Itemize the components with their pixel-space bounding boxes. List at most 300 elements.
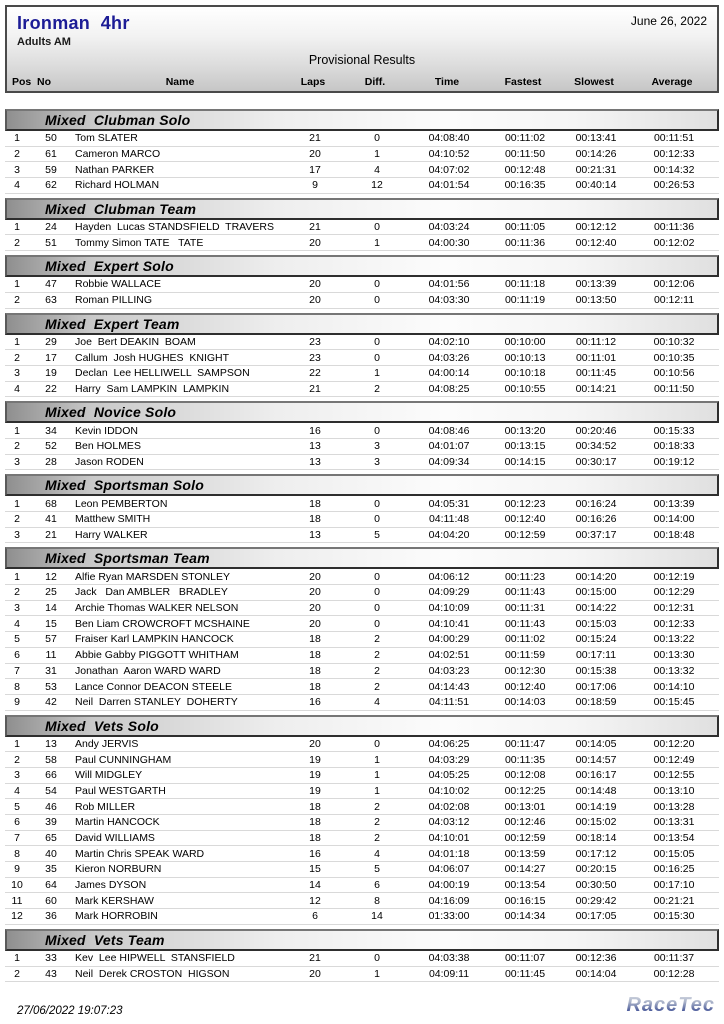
cell-laps: 6 xyxy=(312,910,318,923)
cell-average: 00:14:00 xyxy=(653,513,695,526)
cell-laps: 16 xyxy=(309,696,321,709)
column-header-laps: Laps xyxy=(300,76,326,88)
result-row xyxy=(5,752,719,768)
cell-average: 00:12:49 xyxy=(653,753,695,766)
cell-fastest: 00:10:00 xyxy=(504,335,546,348)
result-row xyxy=(5,382,719,398)
cell-pos: 8 xyxy=(14,680,20,693)
result-row xyxy=(5,293,719,309)
result-row xyxy=(5,831,719,847)
cell-laps: 16 xyxy=(309,847,321,860)
cell-name: Alfie Ryan MARSDEN STONLEY xyxy=(75,570,231,583)
cell-pos: 1 xyxy=(14,335,20,348)
cell-pos: 6 xyxy=(14,816,20,829)
cell-laps: 18 xyxy=(309,664,321,677)
section-rows xyxy=(5,277,719,308)
cell-name: Kevin IDDON xyxy=(75,424,139,437)
cell-time: 04:08:40 xyxy=(428,132,470,145)
cell-no: 14 xyxy=(45,602,57,615)
cell-slowest: 00:16:26 xyxy=(575,513,617,526)
cell-no: 50 xyxy=(45,132,57,145)
cell-diff: 2 xyxy=(374,816,380,829)
cell-no: 40 xyxy=(45,847,57,860)
cell-pos: 9 xyxy=(14,696,20,709)
results-section xyxy=(5,547,719,710)
section-header-bar xyxy=(5,474,719,496)
result-row xyxy=(5,569,719,585)
cell-name: Paul WESTGARTH xyxy=(75,784,166,797)
cell-name: Ben HOLMES xyxy=(75,440,141,453)
cell-average: 00:12:11 xyxy=(653,294,695,307)
cell-laps: 20 xyxy=(309,148,321,161)
cell-no: 28 xyxy=(45,455,57,468)
cell-diff: 3 xyxy=(374,440,380,453)
cell-name: Declan Lee HELLIWELL SAMPSON xyxy=(75,367,250,380)
cell-diff: 0 xyxy=(374,294,380,307)
cell-laps: 23 xyxy=(309,351,321,364)
cell-fastest: 00:11:23 xyxy=(504,570,546,583)
cell-fastest: 00:14:27 xyxy=(504,863,546,876)
cell-no: 66 xyxy=(45,769,57,782)
cell-pos: 1 xyxy=(14,570,20,583)
cell-average: 00:12:33 xyxy=(653,617,695,630)
cell-pos: 2 xyxy=(14,294,20,307)
cell-pos: 12 xyxy=(11,910,23,923)
cell-average: 00:12:33 xyxy=(653,148,695,161)
cell-pos: 9 xyxy=(14,863,20,876)
section-header-bar xyxy=(5,715,719,737)
result-row xyxy=(5,335,719,351)
cell-pos: 1 xyxy=(14,952,20,965)
cell-name: Leon PEMBERTON xyxy=(75,497,168,510)
cell-slowest: 00:30:50 xyxy=(575,879,617,892)
cell-fastest: 00:11:02 xyxy=(504,633,546,646)
cell-slowest: 00:18:59 xyxy=(575,696,617,709)
cell-fastest: 00:11:43 xyxy=(504,586,546,599)
cell-name: David WILLIAMS xyxy=(75,832,155,845)
cell-slowest: 00:17:12 xyxy=(575,847,617,860)
cell-pos: 2 xyxy=(14,586,20,599)
cell-no: 43 xyxy=(45,967,57,980)
section-title: Mixed Vets Solo xyxy=(45,717,159,734)
cell-fastest: 00:16:35 xyxy=(504,179,546,192)
results-sections xyxy=(5,109,719,982)
cell-pos: 1 xyxy=(14,278,20,291)
cell-name: Nathan PARKER xyxy=(75,163,155,176)
cell-pos: 8 xyxy=(14,847,20,860)
cell-no: 35 xyxy=(45,863,57,876)
cell-fastest: 00:11:43 xyxy=(504,617,546,630)
column-header-slowest: Slowest xyxy=(574,76,614,88)
cell-name: Lance Connor DEACON STEELE xyxy=(75,680,232,693)
cell-average: 00:15:05 xyxy=(653,847,695,860)
cell-average: 00:14:10 xyxy=(653,680,695,693)
cell-average: 00:21:21 xyxy=(653,894,695,907)
result-row xyxy=(5,131,719,147)
cell-slowest: 00:14:26 xyxy=(575,148,617,161)
cell-diff: 0 xyxy=(374,737,380,750)
cell-time: 04:06:12 xyxy=(428,570,470,583)
cell-no: 51 xyxy=(45,236,57,249)
cell-slowest: 00:11:01 xyxy=(575,351,617,364)
result-row xyxy=(5,784,719,800)
event-title: Ironman 4hr xyxy=(17,13,130,33)
result-row xyxy=(5,601,719,617)
cell-no: 17 xyxy=(45,351,57,364)
section-rows xyxy=(5,335,719,398)
result-row xyxy=(5,893,719,909)
cell-no: 31 xyxy=(45,664,57,677)
cell-no: 36 xyxy=(45,910,57,923)
cell-laps: 19 xyxy=(309,769,321,782)
cell-average: 00:10:56 xyxy=(653,367,695,380)
cell-fastest: 00:12:59 xyxy=(504,832,546,845)
cell-name: Kieron NORBURN xyxy=(75,863,162,876)
cell-diff: 2 xyxy=(374,633,380,646)
cell-no: 22 xyxy=(45,382,57,395)
cell-name: James DYSON xyxy=(75,879,147,892)
section-rows xyxy=(5,496,719,543)
cell-time: 04:01:56 xyxy=(428,278,470,291)
cell-average: 00:12:02 xyxy=(653,236,695,249)
cell-name: Joe Bert DEAKIN BOAM xyxy=(75,335,196,348)
cell-laps: 20 xyxy=(309,278,321,291)
column-header-average: Average xyxy=(651,76,693,88)
result-row xyxy=(5,350,719,366)
cell-slowest: 00:17:06 xyxy=(575,680,617,693)
report-header xyxy=(5,5,719,93)
cell-laps: 15 xyxy=(309,863,321,876)
cell-laps: 9 xyxy=(312,179,318,192)
cell-slowest: 00:14:57 xyxy=(575,753,617,766)
cell-time: 04:11:48 xyxy=(428,513,470,526)
cell-fastest: 00:13:20 xyxy=(504,424,546,437)
cell-no: 53 xyxy=(45,680,57,693)
cell-pos: 3 xyxy=(14,529,20,542)
cell-laps: 18 xyxy=(309,513,321,526)
cell-diff: 2 xyxy=(374,649,380,662)
cell-name: Mark KERSHAW xyxy=(75,894,154,907)
section-header-bar xyxy=(5,109,719,131)
cell-average: 00:13:31 xyxy=(653,816,695,829)
cell-slowest: 00:40:14 xyxy=(575,179,617,192)
result-row xyxy=(5,235,719,251)
result-row xyxy=(5,616,719,632)
cell-laps: 13 xyxy=(309,529,321,542)
cell-diff: 4 xyxy=(374,847,380,860)
cell-slowest: 00:17:11 xyxy=(575,649,617,662)
section-rows xyxy=(5,951,719,982)
cell-average: 00:19:12 xyxy=(653,455,695,468)
cell-time: 04:01:18 xyxy=(428,847,470,860)
results-section xyxy=(5,474,719,543)
result-row xyxy=(5,496,719,512)
cell-laps: 21 xyxy=(309,132,321,145)
section-header-bar xyxy=(5,255,719,277)
cell-no: 52 xyxy=(45,440,57,453)
cell-average: 00:13:39 xyxy=(653,497,695,510)
cell-fastest: 00:12:30 xyxy=(504,664,546,677)
provisional-results-label: Provisional Results xyxy=(308,53,416,67)
cell-no: 29 xyxy=(45,335,57,348)
cell-no: 57 xyxy=(45,633,57,646)
cell-laps: 19 xyxy=(309,784,321,797)
cell-time: 04:03:23 xyxy=(428,664,470,677)
cell-no: 41 xyxy=(45,513,57,526)
cell-time: 04:10:41 xyxy=(428,617,470,630)
cell-diff: 2 xyxy=(374,832,380,845)
cell-fastest: 00:11:47 xyxy=(504,737,546,750)
cell-slowest: 00:13:41 xyxy=(575,132,617,145)
cell-time: 04:10:09 xyxy=(428,602,470,615)
cell-no: 19 xyxy=(45,367,57,380)
cell-slowest: 00:14:04 xyxy=(575,967,617,980)
cell-name: Callum Josh HUGHES KNIGHT xyxy=(75,351,230,364)
cell-average: 00:11:50 xyxy=(653,382,695,395)
cell-name: Will MIDGLEY xyxy=(75,769,143,782)
section-rows xyxy=(5,569,719,710)
result-row xyxy=(5,439,719,455)
cell-diff: 0 xyxy=(374,570,380,583)
cell-pos: 2 xyxy=(14,440,20,453)
cell-diff: 1 xyxy=(374,784,380,797)
cell-fastest: 00:12:23 xyxy=(504,497,546,510)
result-row xyxy=(5,799,719,815)
cell-average: 00:13:32 xyxy=(653,664,695,677)
cell-fastest: 00:11:45 xyxy=(504,967,546,980)
result-row xyxy=(5,664,719,680)
cell-name: Andy JERVIS xyxy=(75,737,139,750)
cell-average: 00:13:22 xyxy=(653,633,695,646)
cell-pos: 4 xyxy=(14,179,20,192)
cell-time: 04:09:34 xyxy=(428,455,470,468)
section-title: Mixed Sportsman Team xyxy=(45,550,210,567)
cell-time: 04:00:19 xyxy=(428,879,470,892)
result-row xyxy=(5,220,719,236)
cell-name: Harry Sam LAMPKIN LAMPKIN xyxy=(75,382,230,395)
cell-fastest: 00:14:03 xyxy=(504,696,546,709)
page-footer xyxy=(5,994,719,1017)
cell-pos: 5 xyxy=(14,800,20,813)
cell-diff: 3 xyxy=(374,455,380,468)
cell-average: 00:14:32 xyxy=(653,163,695,176)
cell-diff: 2 xyxy=(374,680,380,693)
cell-time: 04:07:02 xyxy=(428,163,470,176)
result-row xyxy=(5,178,719,194)
cell-fastest: 00:11:18 xyxy=(504,278,546,291)
result-row xyxy=(5,967,719,983)
cell-no: 68 xyxy=(45,497,57,510)
cell-time: 04:03:38 xyxy=(428,952,470,965)
section-rows xyxy=(5,220,719,251)
cell-average: 00:10:32 xyxy=(653,335,695,348)
cell-diff: 0 xyxy=(374,602,380,615)
cell-average: 00:18:33 xyxy=(653,440,695,453)
cell-time: 04:03:30 xyxy=(428,294,470,307)
cell-average: 00:16:25 xyxy=(653,863,695,876)
cell-name: Roman PILLING xyxy=(75,294,153,307)
cell-laps: 23 xyxy=(309,335,321,348)
cell-slowest: 00:12:12 xyxy=(575,221,617,234)
cell-laps: 16 xyxy=(309,424,321,437)
cell-time: 04:06:25 xyxy=(428,737,470,750)
cell-time: 04:00:29 xyxy=(428,633,470,646)
cell-no: 33 xyxy=(45,952,57,965)
cell-no: 13 xyxy=(45,737,57,750)
cell-slowest: 00:29:42 xyxy=(575,894,617,907)
cell-average: 00:11:36 xyxy=(653,221,695,234)
cell-time: 04:14:43 xyxy=(428,680,470,693)
cell-laps: 13 xyxy=(309,455,321,468)
column-header-pos: Pos xyxy=(12,76,31,88)
cell-slowest: 00:37:17 xyxy=(575,529,617,542)
cell-slowest: 00:16:24 xyxy=(575,497,617,510)
cell-laps: 18 xyxy=(309,680,321,693)
results-section xyxy=(5,198,719,251)
cell-slowest: 00:16:17 xyxy=(575,769,617,782)
cell-slowest: 00:15:03 xyxy=(575,617,617,630)
section-rows xyxy=(5,423,719,470)
cell-diff: 4 xyxy=(374,163,380,176)
result-row xyxy=(5,737,719,753)
cell-laps: 18 xyxy=(309,832,321,845)
cell-fastest: 00:11:19 xyxy=(504,294,546,307)
cell-diff: 0 xyxy=(374,351,380,364)
section-title: Mixed Vets Team xyxy=(45,931,165,948)
cell-slowest: 00:11:12 xyxy=(575,335,617,348)
cell-diff: 6 xyxy=(374,879,380,892)
results-section xyxy=(5,929,719,982)
cell-no: 21 xyxy=(45,529,57,542)
cell-diff: 2 xyxy=(374,800,380,813)
cell-time: 04:02:10 xyxy=(428,335,470,348)
cell-laps: 13 xyxy=(309,440,321,453)
cell-pos: 7 xyxy=(14,832,20,845)
cell-slowest: 00:15:24 xyxy=(575,633,617,646)
result-row xyxy=(5,862,719,878)
cell-laps: 20 xyxy=(309,586,321,599)
column-header-no: No xyxy=(37,76,51,88)
cell-laps: 14 xyxy=(309,879,321,892)
cell-time: 04:06:07 xyxy=(428,863,470,876)
cell-pos: 7 xyxy=(14,664,20,677)
cell-time: 04:03:24 xyxy=(428,221,470,234)
cell-laps: 20 xyxy=(309,294,321,307)
cell-average: 00:12:06 xyxy=(653,278,695,291)
cell-diff: 0 xyxy=(374,278,380,291)
result-row xyxy=(5,679,719,695)
cell-average: 00:13:30 xyxy=(653,649,695,662)
cell-slowest: 00:20:46 xyxy=(575,424,617,437)
cell-average: 00:12:55 xyxy=(653,769,695,782)
cell-slowest: 00:20:15 xyxy=(575,863,617,876)
cell-time: 04:11:51 xyxy=(428,696,470,709)
cell-pos: 1 xyxy=(14,132,20,145)
cell-pos: 5 xyxy=(14,633,20,646)
cell-time: 04:08:46 xyxy=(428,424,470,437)
cell-diff: 1 xyxy=(374,367,380,380)
cell-no: 47 xyxy=(45,278,57,291)
cell-name: Harry WALKER xyxy=(75,529,148,542)
cell-laps: 19 xyxy=(309,753,321,766)
cell-fastest: 00:11:50 xyxy=(504,148,546,161)
cell-pos: 1 xyxy=(14,221,20,234)
cell-diff: 5 xyxy=(374,529,380,542)
cell-no: 59 xyxy=(45,163,57,176)
cell-no: 46 xyxy=(45,800,57,813)
cell-no: 54 xyxy=(45,784,57,797)
cell-fastest: 00:12:40 xyxy=(504,680,546,693)
cell-diff: 1 xyxy=(374,148,380,161)
cell-slowest: 00:14:22 xyxy=(575,602,617,615)
cell-no: 42 xyxy=(45,696,57,709)
cell-time: 04:04:20 xyxy=(428,529,470,542)
cell-time: 04:01:54 xyxy=(428,179,470,192)
cell-no: 12 xyxy=(45,570,57,583)
result-row xyxy=(5,632,719,648)
cell-time: 04:02:08 xyxy=(428,800,470,813)
cell-diff: 12 xyxy=(371,179,383,192)
cell-time: 04:09:29 xyxy=(428,586,470,599)
cell-pos: 3 xyxy=(14,367,20,380)
cell-pos: 6 xyxy=(14,649,20,662)
cell-average: 00:12:19 xyxy=(653,570,695,583)
cell-time: 04:02:51 xyxy=(428,649,470,662)
cell-slowest: 00:34:52 xyxy=(575,440,617,453)
cell-slowest: 00:14:21 xyxy=(575,382,617,395)
cell-name: Richard HOLMAN xyxy=(75,179,160,192)
section-title: Mixed Clubman Solo xyxy=(45,112,191,128)
cell-laps: 21 xyxy=(309,221,321,234)
cell-fastest: 00:12:25 xyxy=(504,784,546,797)
cell-fastest: 00:11:59 xyxy=(504,649,546,662)
cell-no: 64 xyxy=(45,879,57,892)
cell-fastest: 00:10:55 xyxy=(504,382,546,395)
cell-slowest: 00:14:19 xyxy=(575,800,617,813)
cell-pos: 1 xyxy=(14,424,20,437)
cell-diff: 0 xyxy=(374,617,380,630)
cell-average: 00:13:54 xyxy=(653,832,695,845)
cell-diff: 2 xyxy=(374,382,380,395)
cell-pos: 1 xyxy=(14,737,20,750)
result-row xyxy=(5,147,719,163)
cell-average: 00:10:35 xyxy=(653,351,695,364)
result-row xyxy=(5,695,719,711)
cell-no: 65 xyxy=(45,832,57,845)
result-row xyxy=(5,846,719,862)
cell-average: 00:18:48 xyxy=(653,529,695,542)
result-row xyxy=(5,878,719,894)
section-header-bar xyxy=(5,313,719,335)
cell-fastest: 00:11:02 xyxy=(504,132,546,145)
cell-average: 00:26:53 xyxy=(653,179,695,192)
cell-name: Ben Liam CROWCROFT MCSHAINE xyxy=(75,617,250,630)
cell-diff: 0 xyxy=(374,586,380,599)
result-row xyxy=(5,528,719,544)
cell-diff: 1 xyxy=(374,753,380,766)
cell-name: Neil Darren STANLEY DOHERTY xyxy=(75,696,238,709)
cell-average: 00:15:33 xyxy=(653,424,695,437)
cell-average: 00:17:10 xyxy=(653,879,695,892)
event-class: Adults AM xyxy=(17,36,71,48)
cell-time: 04:05:25 xyxy=(428,769,470,782)
cell-average: 00:13:28 xyxy=(653,800,695,813)
cell-no: 60 xyxy=(45,894,57,907)
cell-time: 04:03:29 xyxy=(428,753,470,766)
column-header-name: Name xyxy=(165,76,195,88)
cell-fastest: 00:12:46 xyxy=(504,816,546,829)
cell-average: 00:13:10 xyxy=(653,784,695,797)
